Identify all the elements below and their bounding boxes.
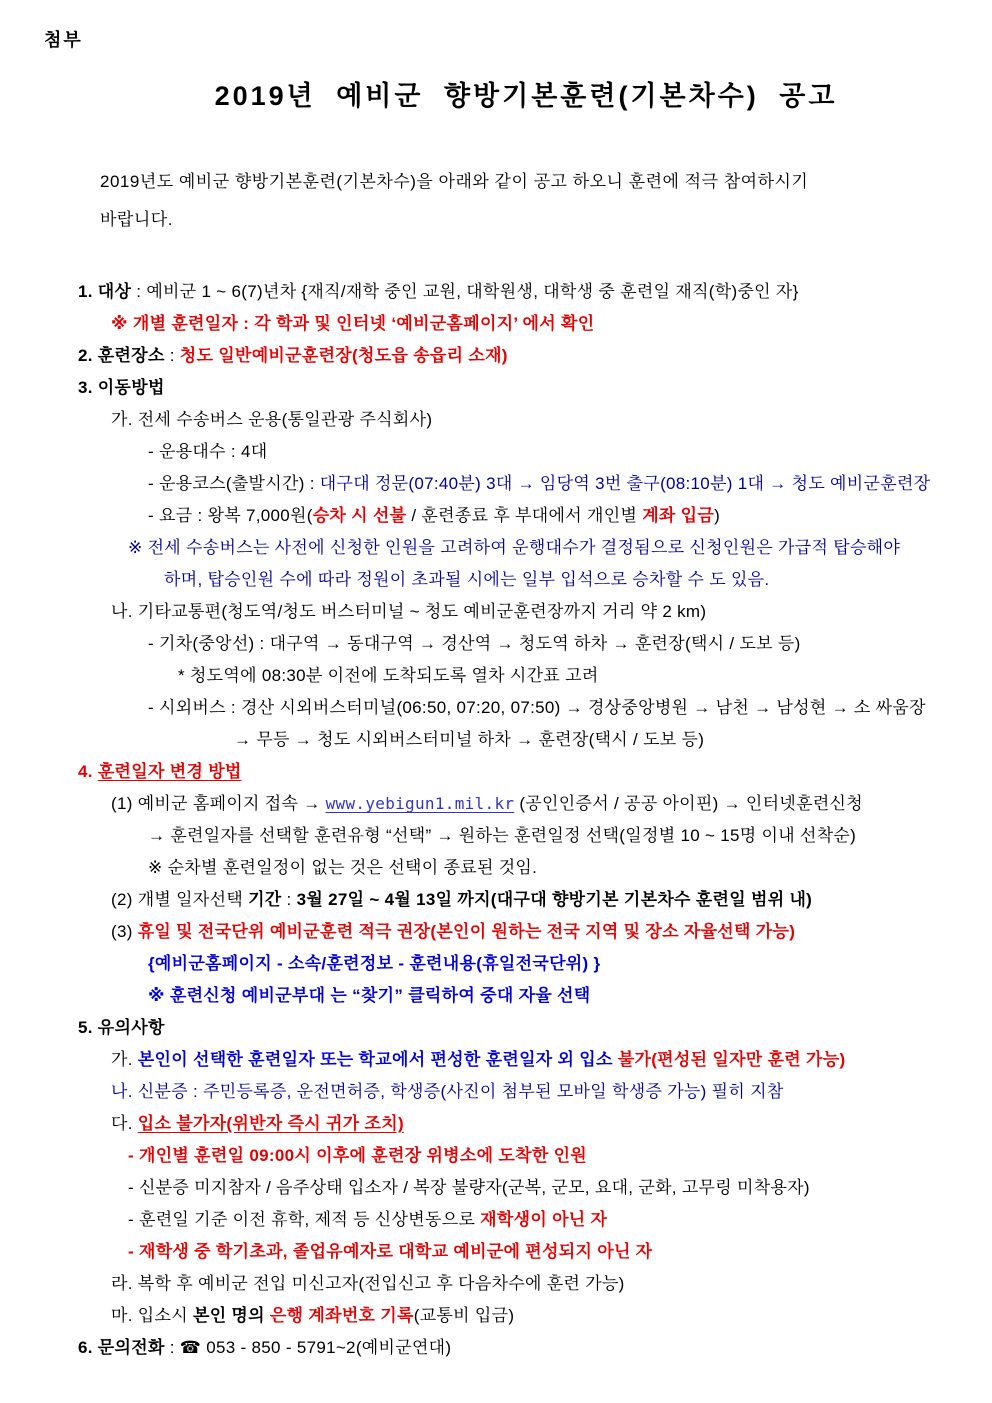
doc-line: [78, 729, 974, 750]
text-segment: ): [714, 506, 721, 525]
text-segment: ※ 전세 수송버스는 사전에 신청한 인원을 고려하여 운행대수가 결정됨으로 신청인원은 가급적 탑승해야: [128, 538, 901, 557]
doc-line: [78, 537, 974, 558]
text-segment: ※ 개별 훈련일자 : 각 학과 및 인터넷 ‘예비군홈페이지’ 에서 확인: [111, 314, 595, 333]
doc-line: [78, 1113, 974, 1134]
text-segment: 입소 불가자(위반자 즉시 귀가 조치): [137, 1114, 404, 1133]
text-segment: 3. 이동방법: [78, 378, 165, 397]
text-segment: (2) 개별 일자선택: [111, 890, 249, 909]
text-segment: 승차 시 선불: [312, 506, 407, 525]
text-segment: : 예비군 1 ~ 6(7)년차 {재직/재학 중인 교원, 대학원생, 대학생 중 훈련일 재직(학)중인 자}: [131, 282, 799, 301]
doc-line: [78, 889, 974, 910]
doc-line: [78, 1273, 974, 1294]
doc-line: [78, 761, 974, 782]
text-segment: 다.: [111, 1114, 138, 1133]
intro-line: 바랍니다.: [100, 210, 173, 229]
text-segment: - 요금 : 왕복 7,000원(: [148, 506, 313, 525]
doc-line: [78, 1145, 974, 1166]
text-segment: 6. 문의전화: [78, 1338, 165, 1357]
text-segment: 3월 27일 ~ 4월 13일 까지(대구대 향방기본 기본차수 훈련일 범위 내): [296, 890, 813, 909]
text-segment: - 시외버스 : 경산 시외버스터미널(06:50, 07:20, 07:50) → 경상중앙병원 → 남천 → 남성현 → 소 싸움장: [148, 698, 926, 717]
text-segment: 훈련일자 변경 방법: [97, 762, 242, 781]
doc-line: [78, 377, 974, 398]
text-segment: 기간: [248, 890, 282, 909]
text-segment: 은행 계좌번호 기록: [269, 1306, 414, 1325]
doc-line: [78, 1305, 974, 1326]
doc-line: [78, 473, 974, 494]
text-segment: (공인인증서 / 공공 아이핀) → 인터넷훈련신청: [514, 794, 863, 813]
text-segment: 마. 입소시: [111, 1306, 193, 1325]
doc-line: [78, 601, 974, 622]
text-segment: - 운용코스(출발시간) :: [148, 474, 320, 493]
text-segment: - 운용대수 : 4대: [148, 442, 268, 461]
text-segment: ※ 순차별 훈련일정이 없는 것은 선택이 종료된 것임.: [148, 858, 538, 877]
document-body: [78, 281, 974, 1358]
text-segment: * 청도역에 08:30분 이전에 도착되도록 열차 시간표 고려: [178, 666, 599, 685]
text-segment: 5. 유의사항: [78, 1018, 165, 1037]
text-segment: (3): [111, 922, 138, 941]
text-segment: :: [281, 890, 297, 909]
doc-line: [78, 1017, 974, 1038]
doc-line: [78, 313, 974, 334]
doc-line: [78, 857, 974, 878]
text-segment: → 훈련일자를 선택할 훈련유형 “선택” → 원하는 훈련일정 선택(일정별 10 ~ 15명 이내 선착순): [148, 826, 857, 845]
doc-line: [78, 665, 974, 686]
text-segment: - 훈련일 기준 이전 휴학, 제적 등 신상변동으로: [128, 1210, 481, 1229]
text-segment: - 재학생 중 학기초과, 졸업유예자로 대학교 예비군에 편성되지 아닌 자: [128, 1242, 653, 1261]
intro-paragraph: [100, 163, 974, 239]
text-segment: - 기차(중앙선) : 대구역 → 동대구역 → 경산역 → 청도역 하차 → 훈련장(택시 / 도보 등): [148, 634, 801, 653]
text-segment: 가. 전세 수송버스 운용(통일관광 주식회사): [111, 410, 433, 429]
doc-line: [78, 793, 974, 814]
text-segment: 본인이 선택한 훈련일자 또는 학교에서 편성한 훈련일자 외 입소: [137, 1050, 618, 1069]
text-segment: (1) 예비군 홈페이지 접속 →: [111, 794, 326, 813]
attachment-label: 첨부: [44, 30, 83, 50]
text-segment: 라. 복학 후 예비군 전입 미신고자(전입신고 후 다음차수에 훈련 가능): [111, 1274, 625, 1293]
text-segment: 재학생이 아닌 자: [480, 1210, 608, 1229]
doc-line: [78, 409, 974, 430]
doc-line: [78, 345, 974, 366]
text-segment: ※ 훈련신청 예비군부대 는 “찾기” 클릭하여 중대 자율 선택: [148, 986, 591, 1005]
page-title: 2019년 예비군 향방기본훈련(기본차수) 공고: [214, 81, 838, 111]
yebigun-link[interactable]: www.yebigun1.mil.kr: [325, 794, 515, 813]
text-segment: 1. 대상: [78, 282, 132, 301]
doc-line: [78, 921, 974, 942]
text-segment: - 신분증 미지참자 / 음주상태 입소자 / 복장 불량자(군복, 군모, 요대, 군화, 고무링 미착용자): [128, 1178, 810, 1197]
text-segment: :: [164, 346, 180, 365]
doc-line: [78, 985, 974, 1006]
doc-line: [78, 825, 974, 846]
text-segment: / 훈련종료 후 부대에서 개인별: [406, 506, 643, 525]
doc-line: [78, 1177, 974, 1198]
doc-line: [78, 633, 974, 654]
doc-line: [78, 505, 974, 526]
text-segment: 나. 신분증 : 주민등록증, 운전면허증, 학생증(사진이 첨부된 모바일 학생증 가능) 필히 지참: [111, 1082, 784, 1101]
doc-line: [78, 697, 974, 718]
text-segment: 대구대 정문(07:40분) 3대 → 임당역 3번 출구(08:10분) 1대 → 청도 예비군훈련장: [319, 474, 931, 493]
doc-line: [78, 1241, 974, 1262]
doc-line: [78, 1209, 974, 1230]
intro-line: 2019년도 예비군 향방기본훈련(기본차수)을 아래와 같이 공고 하오니 훈련에 적극 참여하시기: [100, 172, 809, 191]
text-segment: : ☎ 053 - 850 - 5791~2(예비군연대): [164, 1338, 452, 1357]
doc-line: [78, 953, 974, 974]
text-segment: → 무등 → 청도 시외버스터미널 하차 → 훈련장(택시 / 도보 등): [234, 730, 705, 749]
text-segment: 2. 훈련장소: [78, 346, 165, 365]
doc-line: [78, 441, 974, 462]
doc-line: [78, 1049, 974, 1070]
text-segment: 휴일 및 전국단위 예비군훈련 적극 권장(본인이 원하는 전국 지역 및 장소 자율선택 가능): [137, 922, 796, 941]
text-segment: (교통비 입금): [413, 1306, 515, 1325]
doc-line: [78, 1081, 974, 1102]
text-segment: 계좌 입금: [642, 506, 715, 525]
text-segment: - 개인별 훈련일 09:00시 이후에 훈련장 위병소에 도착한 인원: [128, 1146, 588, 1165]
text-segment: {예비군홈페이지 - 소속/훈련정보 - 훈련내용(휴일전국단위) }: [148, 954, 601, 973]
text-segment: 가.: [111, 1050, 138, 1069]
text-segment: 하며, 탑승인원 수에 따라 정원이 초과될 시에는 일부 입석으로 승차할 수 도 있음.: [164, 570, 770, 589]
doc-line: [78, 1337, 974, 1358]
doc-line: [78, 569, 974, 590]
text-segment: 불가(편성된 일자만 훈련 가능): [617, 1050, 846, 1069]
text-segment: 4.: [78, 762, 98, 781]
text-segment: 나. 기타교통편(청도역/청도 버스터미널 ~ 청도 예비군훈련장까지 거리 약 2 km): [111, 602, 707, 621]
text-segment: 본인 명의: [192, 1306, 265, 1325]
doc-line: [78, 281, 974, 302]
text-segment: 청도 일반예비군훈련장(청도읍 송읍리 소재): [179, 346, 508, 365]
